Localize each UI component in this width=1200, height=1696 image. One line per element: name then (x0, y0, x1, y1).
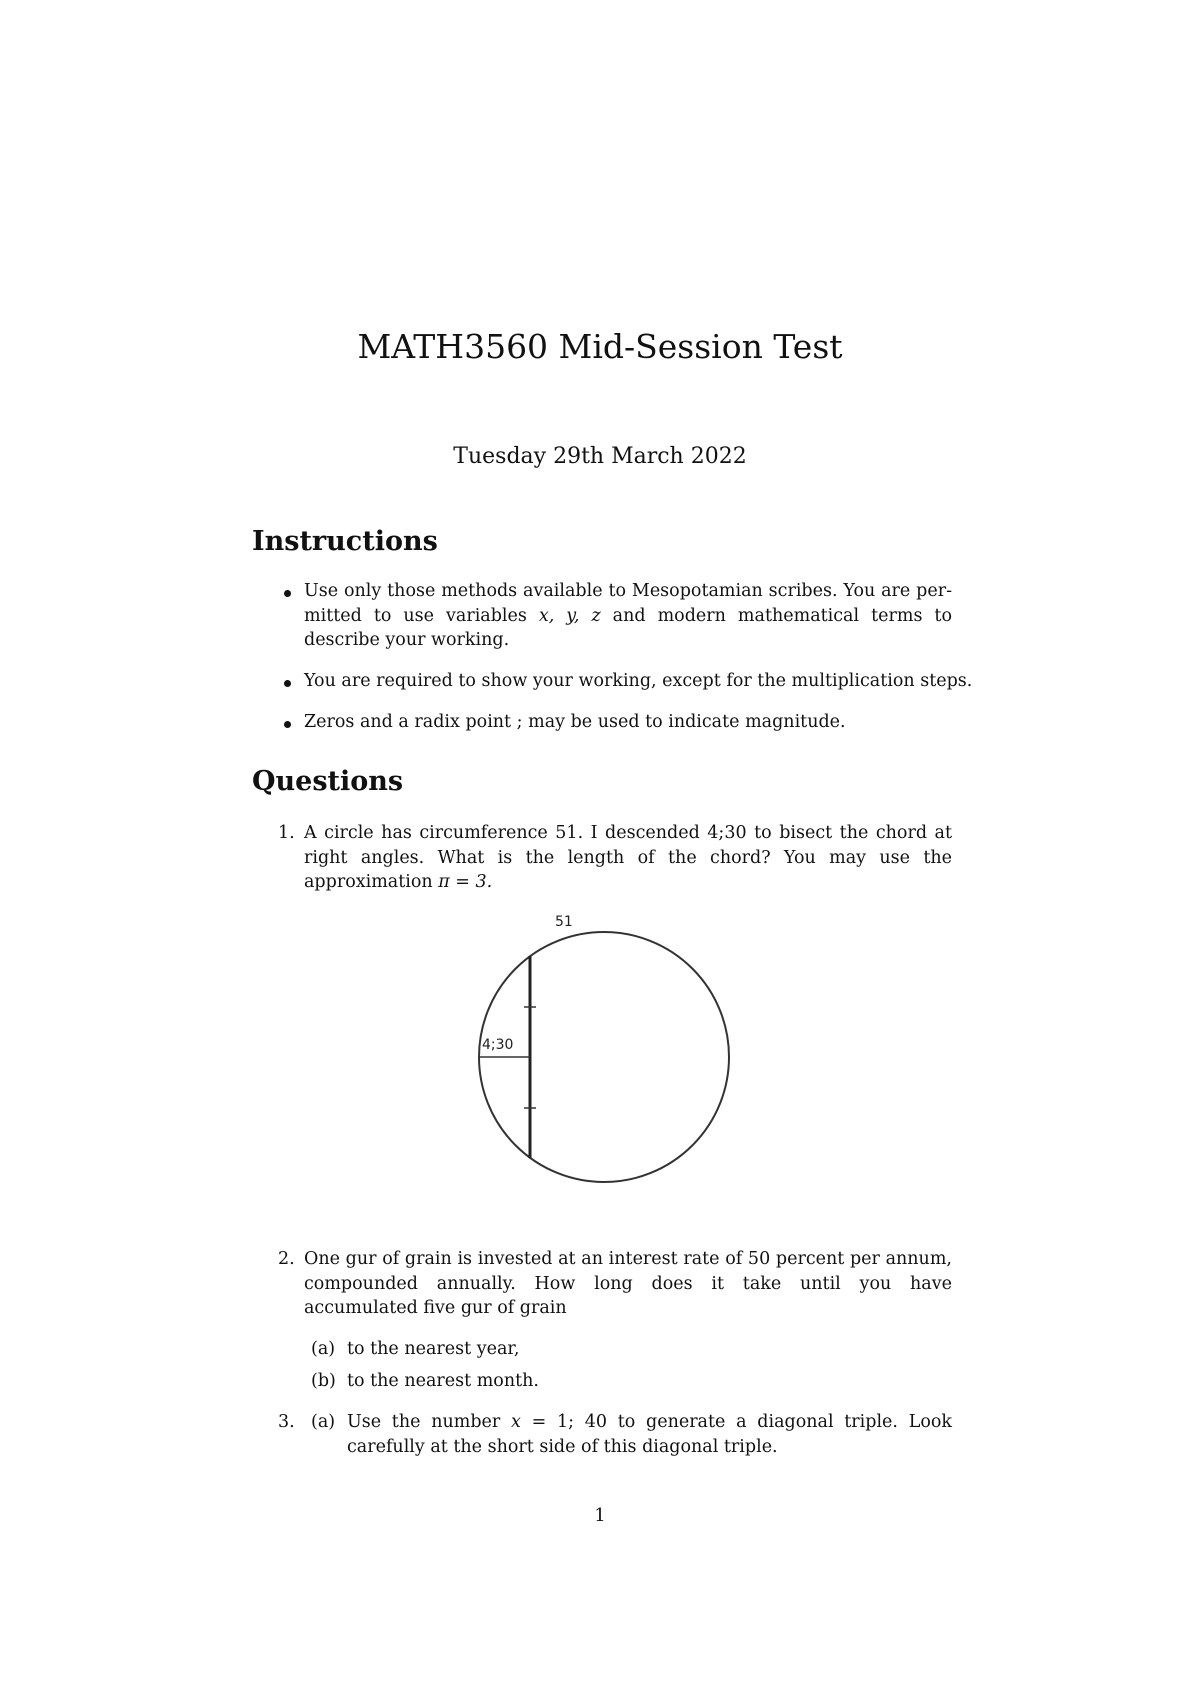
question-3a-label: (a) (311, 1412, 336, 1432)
question-1-text: A circle has circumference 51. I descended 4;30 to bisect the chord at right angles. What is the length of the chord? You may use the approximation π = 3. (304, 823, 952, 892)
instruction-item-2: You are required to show your working, except for the multiplication steps. (304, 671, 973, 691)
pi-approximation: π = 3. (438, 872, 493, 892)
question-3a-text: Use the number x = 1; 40 to generate a diagonal triple. Look carefully at the short side of this diagonal triple. (347, 1412, 952, 1457)
chord-circle-figure (460, 905, 740, 1195)
question-2-number: 2. (278, 1249, 295, 1269)
question-3-number: 3. (278, 1412, 295, 1432)
circumference-label: 51 (555, 914, 573, 930)
instructions-heading: Instructions (252, 526, 438, 557)
question-2b-text: to the nearest month. (347, 1371, 539, 1391)
instruction-item-3: Zeros and a radix point ; may be used to indicate magnitude. (304, 712, 846, 732)
question-2a-label: (a) (311, 1339, 336, 1359)
variables-math: x, y, z (538, 605, 601, 626)
x-variable: x (510, 1412, 521, 1432)
exam-date: Tuesday 29th March 2022 (453, 444, 747, 469)
question-1-number: 1. (278, 823, 295, 843)
page-number: 1 (594, 1505, 606, 1526)
question-2b-label: (b) (311, 1371, 336, 1391)
bullet-3 (284, 721, 291, 728)
instruction-item-1: Use only those methods available to Mesopotamian scribes. You are per- mitted to use variables x, y, z and modern mathematical terms to describe your working. (304, 581, 952, 650)
sagitta-label: 4;30 (482, 1037, 514, 1053)
questions-heading: Questions (252, 766, 404, 797)
question-2-text: One gur of grain is invested at an interest rate of 50 percent per annum, compounded annually. How long does it take until you have accumulated five gur of grain (304, 1249, 952, 1318)
bullet-2 (284, 680, 291, 687)
bullet-1 (284, 590, 291, 597)
question-2a-text: to the nearest year, (347, 1339, 520, 1359)
exam-title: MATH3560 Mid-Session Test (357, 327, 843, 366)
